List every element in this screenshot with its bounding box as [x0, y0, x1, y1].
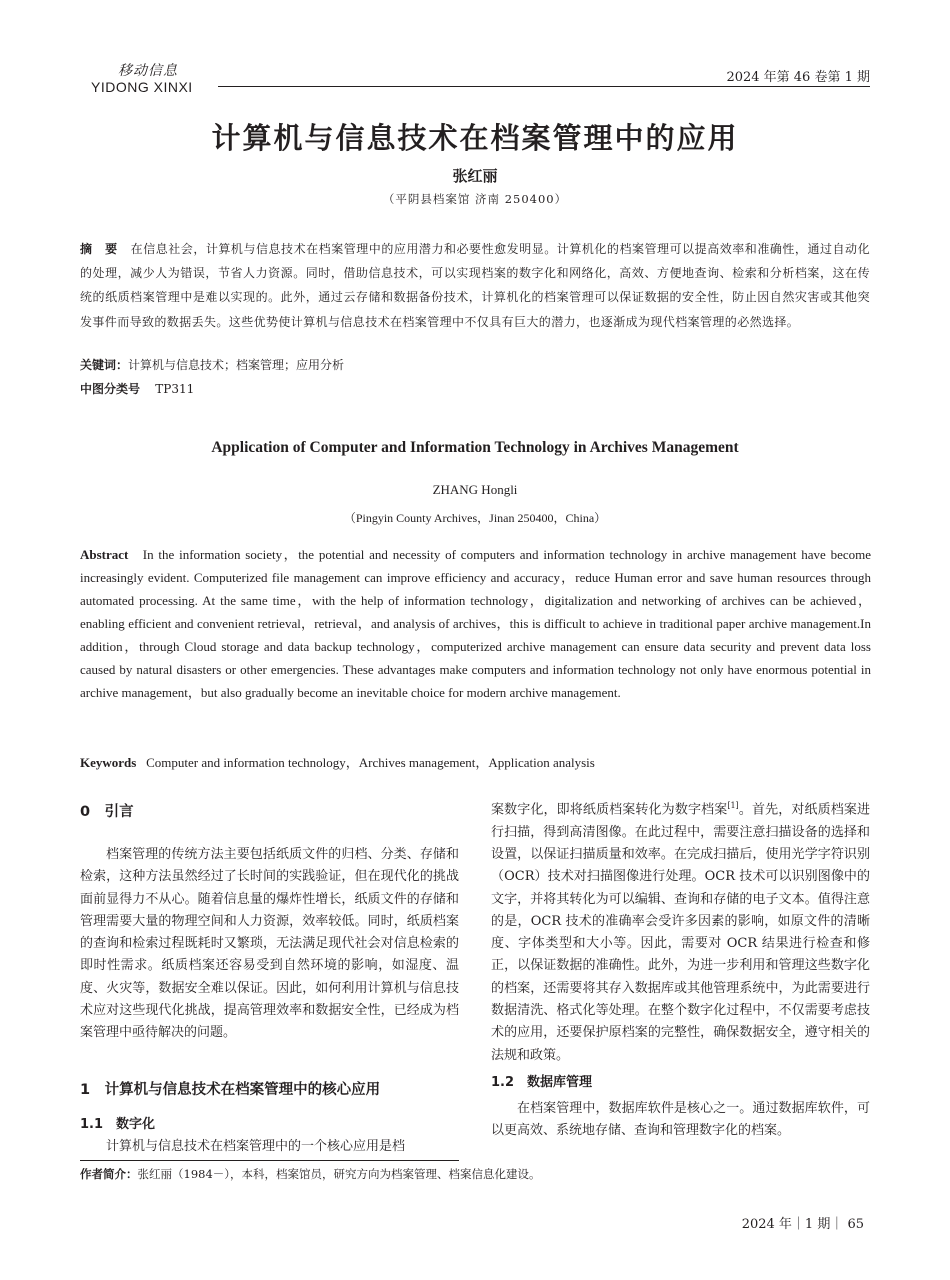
abstract-cn-label: 摘 要 — [80, 242, 118, 256]
section-1-1-text-b: 。首先，对纸质档案进行扫描，得到高清图像。在此过程中，需要注意扫描设备的选择和设置，以保证扫描质量和效率。在完成扫描后，使用光学字符识别（OCR）技术对扫描图像进行处理。OCR 技术可以识别图像中的文字，并将其转化为可以编辑、查询和存储的电子文本。值得注意的是，OCR 技术的准确率会受许多因素的影响，如原文件的清晰度、字体类型和大小等。因此，需要对 OCR 结果进行检查和修正，以保证数据的准确性。此外，为进一步利用和管理这些数字化的档案，还需要将其存入数据库或其他管理系统中，为此需要进行数据清洗、格式化等处理。在整个数字化过程中，不仅需要考虑技术的应用，还要保护原档案的完整性，确保数据安全，遵守相关的法规和政策。 — [491, 802, 870, 1063]
paper-title: 计算机与信息技术在档案管理中的应用 — [211, 121, 739, 155]
section-1-1-paragraph-start: 计算机与信息技术在档案管理中的一个核心应用是档 — [106, 1139, 406, 1154]
classification-value: TP311 — [155, 382, 195, 396]
english-affiliation: （Pingyin County Archives，Jinan 250400，China） — [343, 511, 607, 525]
right-column — [491, 795, 870, 1143]
abstract-en-label: Abstract — [80, 547, 129, 562]
author-name: 张红丽 — [452, 167, 498, 185]
header-rule — [218, 86, 870, 87]
keywords-en — [80, 752, 595, 771]
keywords-en-text: Computer and information technology，Archives management，Application analysis — [146, 755, 595, 770]
keywords-cn-label: 关键词： — [80, 358, 129, 372]
section-1-1-paragraph-cont — [491, 795, 870, 1067]
classification-label: 中图分类号 — [80, 382, 141, 396]
issue-info: 2024 年第 46 卷第 1 期 — [726, 70, 870, 85]
english-author: ZHANG Hongli — [432, 482, 518, 497]
keywords-en-label: Keywords — [80, 755, 137, 770]
abstract-cn-text: 在信息社会，计算机与信息技术在档案管理中的应用潜力和必要性愈发明显。计算机化的档案管理可以提高效率和准确性，通过自动化的处理，减少人为错误，节省人力资源。同时，借助信息技术，可以实现档案的数字化和网络化，高效、方便地查询、检索和分析档案，这在传统的纸质档案管理中是难以实现的。此外，通过云存储和数据备份技术，计算机化的档案管理可以保证数据的安全性，防止因自然灾害或其他突发事件而导致的数据丢失。这些优势使计算机与信息技术在档案管理中不仅具有巨大的潜力，也逐渐成为现代档案管理的必然选择。 — [80, 242, 870, 329]
section-1-1-text-a: 案数字化，即将纸质档案转化为数字档案 — [491, 802, 728, 818]
citation-ref: [1] — [727, 801, 739, 810]
classification-number — [80, 380, 194, 397]
keywords-cn-text: 计算机与信息技术；档案管理；应用分析 — [128, 358, 345, 372]
section-0-heading: 0 引言 — [80, 804, 134, 820]
english-title: Application of Computer and Information Technology in Archives Management — [211, 439, 739, 456]
journal-name-cn: 移动信息 — [118, 63, 178, 79]
abstract-en-text: In the information society，the potential and necessity of computers and information technology in archive management have become increasingly evident. Computerized file management can improve efficiency and accuracy，reduce Human error and save human resources through automated processing. At the same time，with the help of information technology，digitalization and networking of archives can be achieved，enabling efficient and convenient retrieval，retrieval，and analysis of archives，this is difficult to achieve in traditional paper archive management.In addition，through Cloud storage and data backup technology，computerized archive management can ensure data security and prevent data loss caused by natural disasters or other emergencies. These advantages make computers and information technology not only have enormous potential in archive management，but also gradually become an inevitable choice for modern archive management. — [80, 547, 871, 700]
section-1-heading: 1 计算机与信息技术在档案管理中的核心应用 — [80, 1082, 381, 1098]
abstract-en — [80, 543, 871, 704]
keywords-cn — [80, 356, 344, 373]
section-0-paragraph: 档案管理的传统方法主要包括纸质文件的归档、分类、存储和检索，这种方法虽然经过了长时间的实践验证，但在现代化的挑战面前显得力不从心。随着信息量的爆炸性增长，纸质文件的存储和管理需要大量的物理空间和人力资源，效率较低。同时，纸质档案的查询和检索过程既耗时又繁琐，无法满足现代社会对信息检索的即时性需求。纸质档案还容易受到自然环境的影响，如湿度、温度、火灾等，数据安全难以保证。因此，如何利用计算机与信息技术应对这些现代化挑战，提高管理效率和数据安全性，已经成为档案管理中亟待解决的问题。 — [80, 847, 459, 1041]
section-1-2-heading: 1.2 数据库管理 — [491, 1074, 593, 1090]
author-footnote — [80, 1166, 541, 1182]
journal-name-en: YIDONG XINXI — [91, 79, 193, 95]
footnote-text: 张红丽（1984－），本科，档案馆员，研究方向为档案管理、档案信息化建设。 — [137, 1167, 541, 1181]
author-affiliation: （平阴县档案馆 济南 250400） — [382, 192, 568, 206]
section-1-1-start — [80, 1136, 459, 1158]
section-1-1-heading: 1.1 数字化 — [80, 1117, 156, 1132]
abstract-cn — [80, 237, 870, 334]
left-column — [80, 844, 459, 1045]
footnote-rule — [80, 1160, 459, 1161]
footnote-label: 作者简介： — [80, 1167, 138, 1181]
page-number: 2024 年｜1 期｜ 65 — [741, 1217, 864, 1232]
section-1-2-paragraph: 在档案管理中，数据库软件是核心之一。通过数据库软件，可以更高效、系统地存储、查询和管理数字化的档案。 — [491, 1101, 870, 1139]
